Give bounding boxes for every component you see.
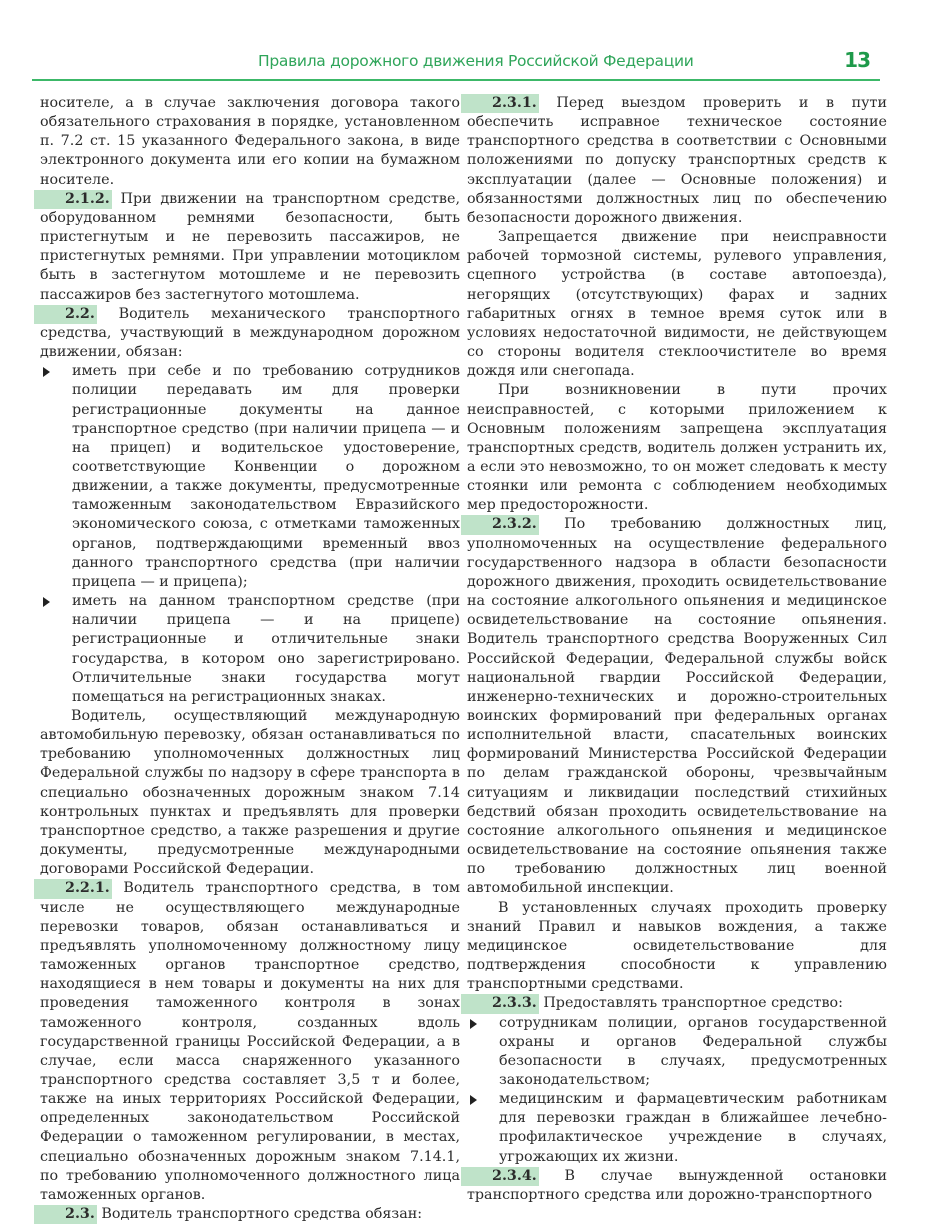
triangle-bullet-icon [43, 597, 50, 607]
running-title: Правила дорожного движения Российской Федерации [258, 52, 694, 70]
list-item [467, 1014, 887, 1091]
paragraph-knowledge-check: В установленных случаях проходить проверку знаний Правил и навыков вождения, а также медицинское освидетельствование для подтверждения способности к управлению транспортными средствами. [467, 899, 887, 993]
list-item [467, 1090, 887, 1167]
section-2-3-4 [467, 1167, 887, 1205]
list-item-text: иметь при себе и по требованию сотрудников полиции передавать им для проверки регистрационные документы на данное транспортное средство (при наличии прицепа — и на прицеп) и водительское удостоверение, соответствующие Конвенции о дорожном движении, а также документы, предусмотренные таможенным законодательством Евразийского экономического союза, с отметками таможенных органов, подтверждающими временный ввоз данного транспортного средства (при наличии прицепа — и прицепа); [72, 363, 460, 590]
section-2-3-3 [467, 994, 887, 1013]
section-number: 2.3.2. [461, 515, 539, 534]
triangle-bullet-icon [470, 1095, 477, 1105]
section-text: Предоставлять транспортное средство: [538, 995, 843, 1012]
page-header [32, 46, 880, 80]
section-2-3 [40, 1205, 460, 1224]
right-column [467, 94, 887, 1205]
section-2-1-2 [40, 190, 460, 305]
section-text: Водитель транспортного средства обязан: [96, 1206, 423, 1223]
list-item-text: сотрудникам полиции, органов государственной охраны и органов Федеральной службы безопасности в случаях, предусмотренных законодательством; [499, 1014, 887, 1088]
section-number: 2.1.2. [34, 190, 112, 209]
triangle-bullet-icon [470, 1019, 477, 1029]
section-text: Водитель транспортного средства, в том числе не осуществляющего международные перевозки товаров, обязан останавливаться и предъявлять уполномоченному должностному лицу таможенных органов транспортное средство, находящиеся в нем товары и документы на них для проведения таможенного контроля в зонах таможенного контроля, созданных вдоль государственной границы Российской Федерации, а в случае, если масса снаряженного указанного транспортного средства составляет 3,5 т и более, также на иных территориях Российской Федерации, определенных законодательством Российской Федерации о таможенном регулировании, в местах, специально обозначенных дорожным знаком 7.14.1, по требованию уполномоченного должностного лица таможенных органов. [40, 880, 460, 1203]
section-number: 2.3. [34, 1205, 97, 1224]
list-item [40, 592, 460, 707]
section-text: По требованию должностных лиц, уполномоченных на осуществление федерального государственного надзора в области безопасности дорожного движения, проходить освидетельствование на состояние алкогольного опьянения и медицинское освидетельствование на состояние опьянения. Водитель транспортного средства Вооруженных Сил Российской Федерации, Федеральной службы войск национальной гвардии Российской Федерации, инженерно-технических и дорожно-строительных воинских формирований при федеральных органах исполнительной власти, спасательных воинских формирований Министерства Российской Федерации по делам гражданской обороны, чрезвычайным ситуациям и ликвидации последствий стихийных бедствий обязан проходить освидетельствование на состояние алкогольного опьянения и медицинское освидетельствование на состояние опьянения также по требованию должностных лиц военной автомобильной инспекции. [467, 516, 887, 897]
section-text: В случае вынужденной остановки транспортного средства или дорожно-транспортного [467, 1167, 887, 1203]
section-text: При движении на транспортном средстве, оборудованном ремнями безопасности, быть пристегнутым и не перевозить пассажиров, не пристегнутых ремнями. При управлении мотоциклом быть в застегнутом мотошлеме и не перевозить пассажиров без застегнутого мотошлема. [40, 190, 460, 303]
triangle-bullet-icon [43, 367, 50, 377]
section-number: 2.3.1. [461, 94, 539, 113]
paragraph-international-transport: Водитель, осуществляющий международную автомобильную перевозку, обязан останавливаться по требованию уполномоченных должностных лиц Федеральной службы по надзору в сфере транспорта в специально обозначенных дорожным знаком 7.14 контрольных пунктах и предъявлять для проверки транспортное средство, а также разрешения и другие документы, предусмотренные международными договорами Российской Федерации. [40, 708, 460, 878]
section-text: Водитель механического транспортного средства, участвующий в международном дорожном движении, обязан: [40, 305, 460, 361]
paragraph-other-faults: При возникновении в пути прочих неисправностей, с которыми приложением к Основным положениям запрещена эксплуатация транспортных средств, водитель должен устранить их, а если это невозможно, то он может следовать к месту стоянки или ремонта с соблюдением необходимых мер предосторожности. [467, 382, 887, 514]
section-2-2-1 [40, 879, 460, 1205]
section-2-2 [40, 305, 460, 362]
page-number: 13 [844, 48, 870, 72]
header-divider [32, 79, 880, 81]
section-number: 2.2.1. [34, 879, 112, 898]
list-item-text: медицинским и фармацевтическим работникам для перевозки граждан в ближайшее лечебно-профилактическое учреждение в случаях, угрожающих их жизни. [499, 1091, 887, 1165]
section-text: Перед выездом проверить и в пути обеспечить исправное техническое состояние транспортного средства в соответствии с Основными положениями по допуску транспортных средств к эксплуатации (далее — Основные положения) и обязанностями должностных лиц по обеспечению безопасности дорожного движения. [467, 95, 887, 226]
section-number: 2.2. [34, 305, 97, 324]
section-2-3-1 [467, 94, 887, 228]
paragraph-continuation: носителе, а в случае заключения договора такого обязательного страхования в порядке, установленном п. 7.2 ст. 15 указанного Федерального закона, в виде электронного документа или его копии на бумажном носителе. [40, 95, 460, 188]
list-item-text: иметь на данном транспортном средстве (при наличии прицепа — и на прицепе) регистрационные и отличительные знаки государства, в котором оно зарегистрировано. Отличительные знаки государства могут помещаться на регистрационных знаках. [72, 593, 460, 705]
section-2-3-2 [467, 515, 887, 898]
left-column [40, 94, 460, 1224]
section-number: 2.3.4. [461, 1167, 539, 1186]
list-item [40, 362, 460, 592]
paragraph-prohibition: Запрещается движение при неисправности рабочей тормозной системы, рулевого управления, сцепного устройства (в составе автопоезда), негорящих (отсутствующих) фарах и задних габаритных огнях в темное время суток или в условиях недостаточной видимости, не действующем со стороны водителя стеклоочистителе во время дождя или снегопада. [467, 229, 887, 380]
section-number: 2.3.3. [461, 994, 539, 1013]
